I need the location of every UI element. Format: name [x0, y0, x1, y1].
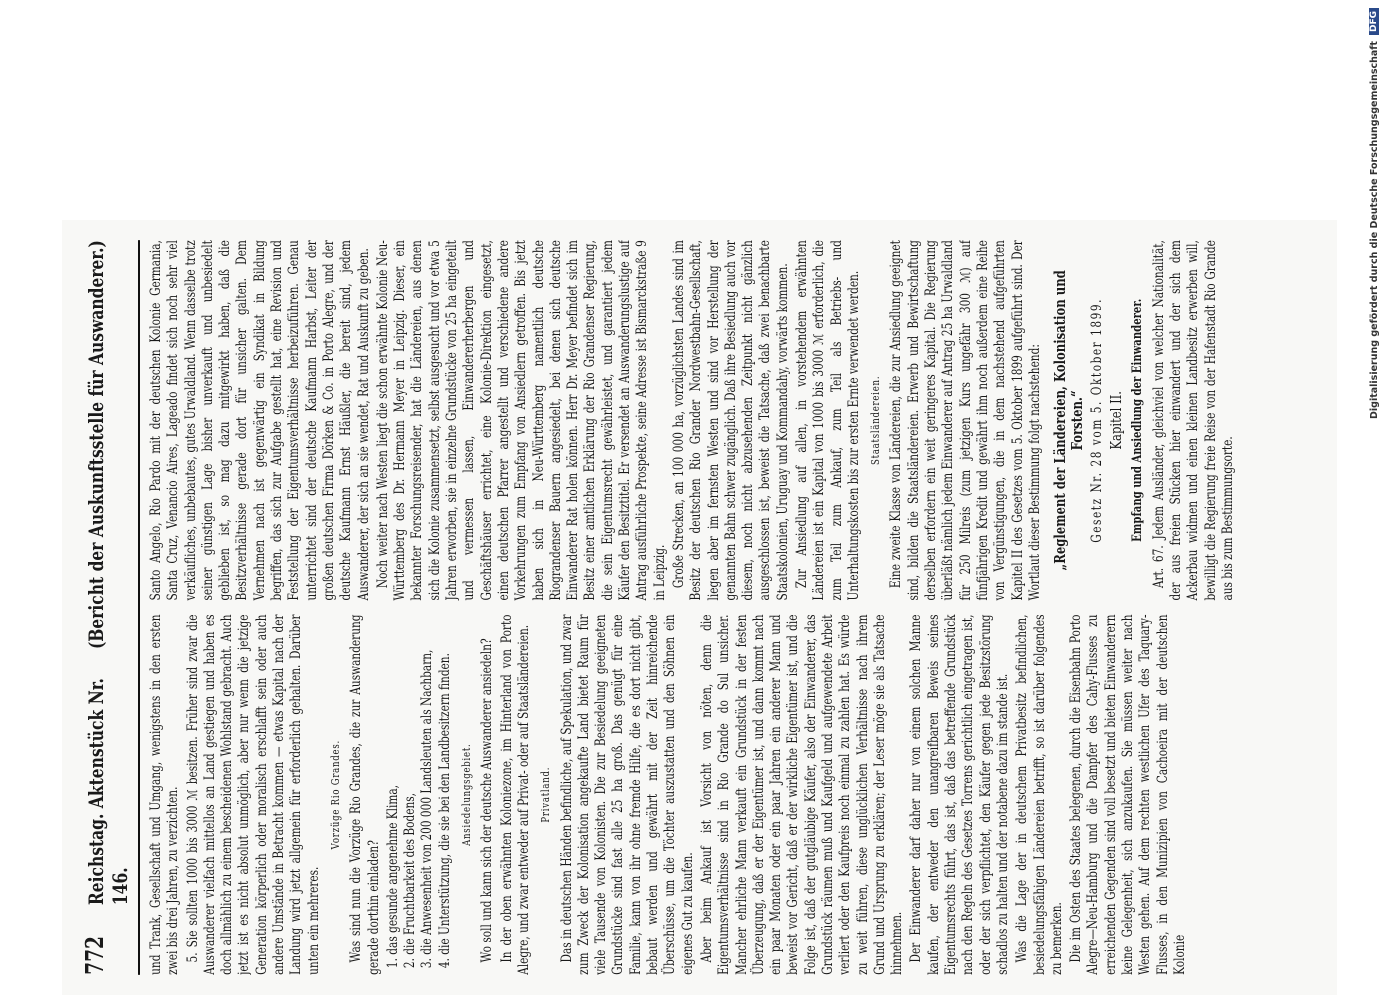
paragraph: Aber beim Ankauf ist Vorsicht von nöten, denn die Eigentumsverhältnisse sind in Rio Grande do Sul unsicher. Mancher ehrliche Mann verkauft ein Grundstück in der festen Überzeugung, daß er der Eigentümer ist, und dann kommt nach ein paar Monaten oder ein paar Jahren ein anderer Mann und beweist vor Gericht, daß er der wirkliche Eigentümer ist, und die Folge ist, daß der gutgläubige Käufer, also der Einwanderer, das Grundstück räumen muß und Kaufgeld und aufgewendete Arbeit verliert oder den Kaufpreis noch einmal zu zahlen hat. Es würde zu weit führen, diese unglücklichen Verhältnisse nach ihrem Grund und Ursprung zu erklären; der Leser möge sie als Tatsache hinnehmen.: [698, 614, 906, 975]
column-right: [148, 240, 1328, 600]
regulation-title: „Reglement der Ländereien, Kolonisation und Forsten.“: [1051, 270, 1087, 571]
list-item: 4. die Unterstützung, die sie bei den Landbesitzern finden.: [437, 614, 454, 954]
paragraph: Eine zweite Klasse von Ländereien, die zur Ansiedlung geeignet sind, bilden die Staatsländereien. Erwerb und Bewirtschaftung derselben erfordern ein weit geringeres Kapital. Die Regierung überläßt nämlich jedem Einwanderer auf Antrag 25 ha Urwaldland für 250 Milreis (zum jetzigen Kurs ungefähr 300 ℳ) auf fünfjährigen Kredit und gewährt ihm noch außerdem eine Reihe von Vergünstigungen, die in dem nachstehend aufgeführten Kapitel II des Gesetzes vom 5. Oktober 1899 aufgeführt sind. Der Wortlaut dieser Bestimmung folgt nachstehend:: [888, 240, 1043, 601]
paragraph: Art. 67. Jedem Ausländer, gleichviel von welcher Nationalität, der aus freien Stücken hier einwandert und der sich dem Ackerbau widmen und einen kleinen Landbesitz erwerben will, bewilligt die Regierung freie Reise von der Hafenstadt Rio Grande aus bis zum Bestimmungsorte.: [1150, 240, 1236, 601]
paragraph: und Trank, Gesellschaft und Umgang, wenigstens in den ersten zwei bis drei Jahren, zu verzichten.: [148, 614, 182, 975]
section-subheading: Ansiedelungsgebiet.: [460, 743, 474, 846]
paragraph: 5. Sie sollten 1000 bis 3000 ℳ besitzen. Früher sind zwar die Auswanderer vielfach mittellos an Land gestiegen und haben es doch allmählich zu einem bescheidenen Wohlstand gebracht. Auch jetzt ist es nicht absolut unmöglich, aber nur wenn die jetzige Generation körperlich oder moralisch erschlafft sein oder auch andere Umstände in Betracht kommen — etwas Kapital nach der Landung wird jetzt allgemein für erforderlich gehalten. Darüber unten ein mehreres.: [184, 614, 322, 975]
chapter-subtitle: Empfang und Ansiedlung der Einwanderer.: [1130, 298, 1146, 542]
rotated-document-page: [62, 220, 1337, 995]
section-subheading: Privatland.: [539, 766, 553, 823]
paragraph: Große Strecken, an 100 000 ha, vorzüglichsten Landes sind im Besitz der deutschen Rio Grander Nordwestbahn-Gesellschaft, liegen aber im fernsten Westen und sind vor Herstellung der genannten Bahn schwer zugänglich. Daß ihre Besiedlung auch vor diesem, noch nicht abzusehenden Zeitpunkt nicht gänzlich ausgeschlossen ist, beweist die Tatsache, daß zwei benachbarte Staatskolonien, Uruguay und Kommandahy, vorwärts kommen.: [670, 240, 791, 601]
chapter-heading: Kapitel II.: [1107, 391, 1126, 450]
dfg-logo: DFG: [1369, 8, 1379, 35]
page-number: 772: [80, 936, 109, 975]
paragraph: Zur Ansiedlung auf allen, in vorstehendem erwähnten Ländereien ist ein Kapital von 1000 bis 3000 ℳ erforderlich, die zum Teil zum Ankauf, zum Teil als Betriebs- und Unterhaltungskosten bis zur ersten Ernte verwendet werden.: [793, 240, 862, 601]
page-header: [80, 240, 140, 975]
paragraph: Das in deutschen Händen befindliche, auf Spekulation, und zwar zum Zweck der Kolonisation angekaufte Land bietet Raum für viele Tausende von Kolonisten. Die zur Besiedelung geeigneten Grundstücke sind fast alle 25 ha groß. Das genügt für eine Familie, kann von ihr ohne fremde Hilfe, die es dort nicht gibt, bebaut werden und gewährt mit der Zeit hinreichende Überschüsse, um die Töchter auszustatten und den Söhnen ein eigenes Gut zu kaufen.: [558, 614, 696, 975]
section-subheading: Vorzüge Rio Grandes.: [328, 740, 342, 850]
paragraph: Noch weiter nach Westen liegt die schon erwähnte Kolonie Neu-Württemberg des Dr. Hermann Meyer in Leipzig. Dieser, ein bekannter Forschungsreisender, hat die Ländereien, aus denen sich die Kolonie zusammensetzt, selbst ausgesucht und vor etwa 5 Jahren erworben, sie in einzelne Grundstücke von 25 ha eingeteilt und vermessen lassen, Einwandererherbergen und Geschäftshäuser errichtet, eine Kolonie-Direktion eingesetzt, einen deutschen Pfarrer angestellt und verschiedene andere Vorkehrungen zum Empfang von Ansiedlern getroffen. Bis jetzt haben sich in Neu-Württemberg namentlich deutsche Riograndenser Bauern angesiedelt, bei denen sich deutsche Einwanderer Rat holen können. Herr Dr. Meyer befindet sich im Besitz einer amtlichen Erklärung der Rio Grandenser Regierung, die sein Eigentumsrecht gewährleistet, und garantiert jedem Käufer den Besitztitel. Er versendet an Auswanderungslustige auf Antrag ausführliche Prospekte, seine Adresse ist Bismarckstraße 9 in Leipzig.: [374, 240, 668, 601]
paragraph: Die im Osten des Staates belegenen, durch die Eisenbahn Porto Alegre—Neu-Hamburg und die Dampfer des Cahy-Flusses zu erreichenden Gegenden sind voll besetzt und bieten Einwanderern keine Gelegenheit, sich anzukaufen. Sie müssen weiter nach Westen gehen. Auf dem rechten westlichen Ufer des Taquary-Flusses, in den Munizipien von Cachoeira mit der deutschen Kolonie: [1068, 614, 1188, 975]
text-columns: [148, 240, 1328, 975]
paragraph: Was die Lage der in deutschem Privatbesitz befindlichen, besiedelungsfähigen Ländereien betrifft, so ist darüber folgendes zu bemerken.: [1014, 614, 1065, 975]
header-left-title: Reichstag. Aktenstück Nr. 146.: [84, 678, 132, 906]
credit-text: Digitalisierung gefördert durch die Deutsche Forschungsgemeinschaft: [1368, 41, 1380, 419]
advantages-list: [385, 614, 454, 974]
paragraph: Der Einwanderer darf daher nur von einem solchen Manne kaufen, der entweder den unangreifbaren Beweis seines Eigentumsrechts führt, das ist, daß das betreffende Grundstück nach den Regeln des Gesetzes Torrens gerichtlich eingetragen ist, oder der sich verpflichtet, den Käufer gegen jede Besitzstörung schadlos zu halten und der notabene dazu im stande ist.: [908, 614, 1011, 975]
list-item: 1. das gesunde angenehme Klima,: [385, 614, 402, 954]
law-reference: Gesetz Nr. 28 vom 5. Oktober 1899.: [1088, 297, 1105, 543]
paragraph: Santo Angelo, Rio Pardo mit der deutschen Kolonie Germania, Santa Cruz, Venancio Aires, Lageado findet sich noch sehr viel verkäufliches, unbebautes, gutes Urwaldland. Wenn dasselbe trotz seiner günstigen Lage bisher unverkauft und unbesiedelt geblieben ist, so mag dazu mitgewirkt haben, daß die Besitzverhältnisse gerade dort für unsicher galten. Dem Vernehmen nach ist gegenwärtig ein Syndikat in Bildung begriffen, das sich zur Aufgabe gestellt hat, eine Revision und Feststellung der Eigentumsverhältnisse herbeizuführen. Genau unterrichtet sind der deutsche Kaufmann Harbst, Leiter der großen deutschen Firma Dörken & Co. in Porto Alegre, und der deutsche Kaufmann Ernst Häußler, die bereit sind, jedem Auswanderer, der sich an sie wendet, Rat und Auskunft zu geben.: [148, 240, 372, 601]
list-item: 3. die Anwesenheit von 200 000 Landsleuten als Nachbarn,: [419, 614, 436, 954]
column-left: [148, 614, 1328, 974]
paragraph: Was sind nun die Vorzüge Rio Grandes, die zur Auswanderung gerade dorthin einladen?: [348, 614, 382, 975]
paragraph: Wo soll und kann sich der deutsche Auswanderer ansiedeln?: [479, 638, 496, 963]
section-subheading: Staatsländereien.: [869, 375, 883, 465]
digitization-credit: [1367, 8, 1381, 993]
list-item: 2. die Fruchtbarkeit des Bodens,: [402, 614, 419, 954]
header-right-title: (Bericht der Auskunftsstelle für Auswanderer.): [84, 240, 108, 650]
paragraph: In der oben erwähnten Koloniezone, im Hinterland von Porto Alegre, und zwar entweder auf Privat- oder auf Staatsländereien.: [498, 614, 532, 975]
